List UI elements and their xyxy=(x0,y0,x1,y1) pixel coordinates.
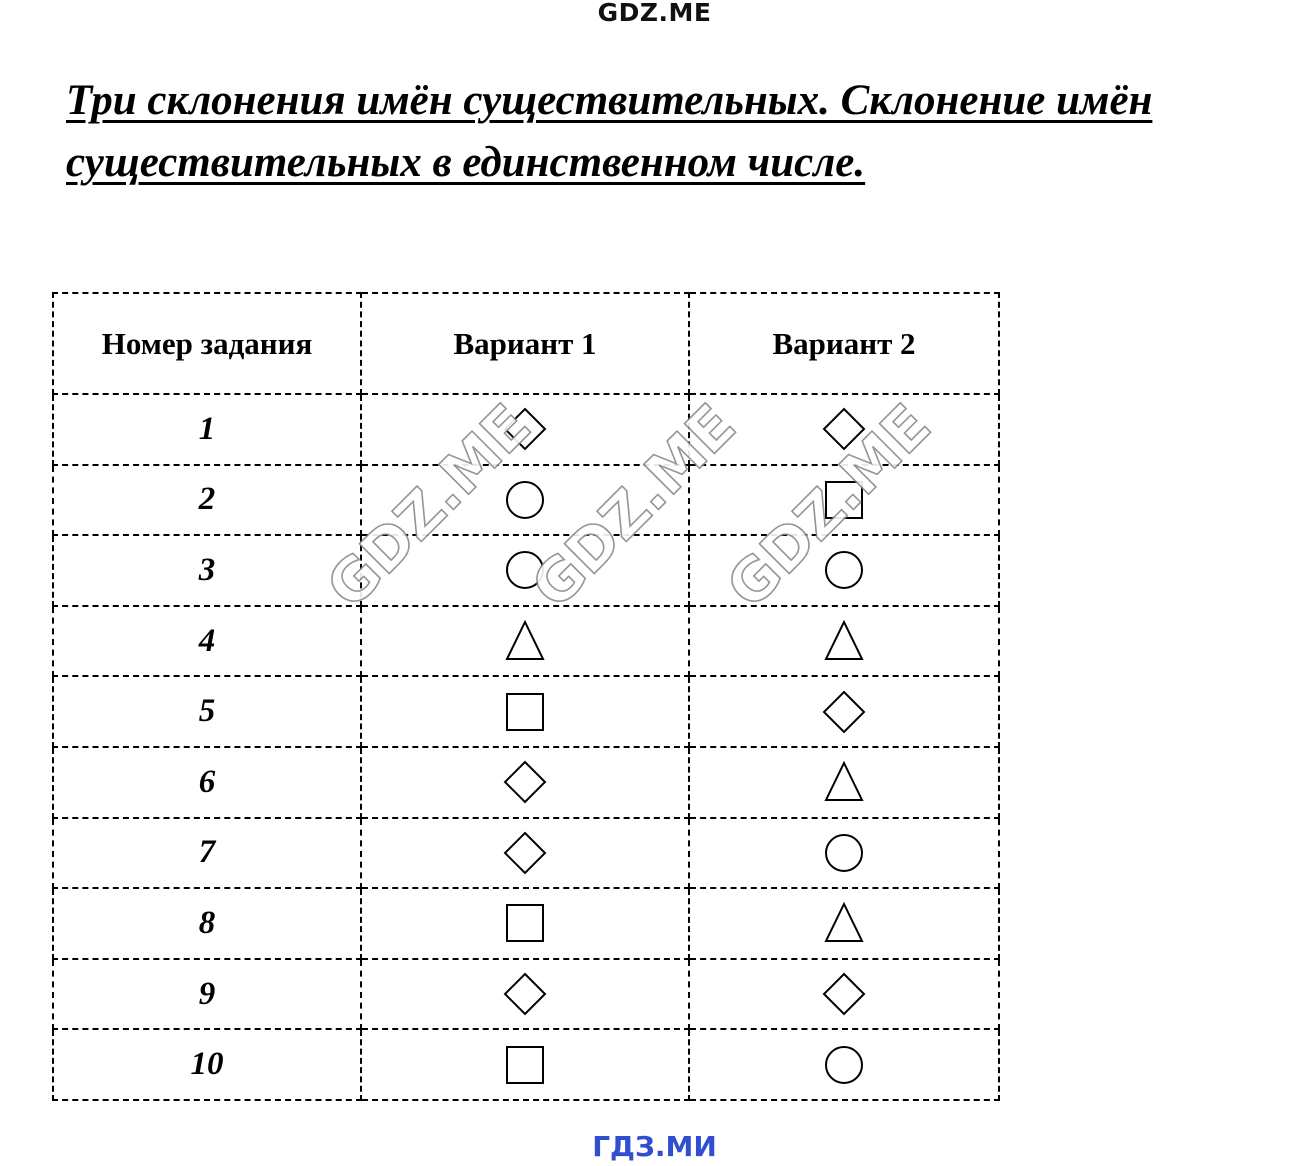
page-title xyxy=(66,70,1266,194)
diamond-icon xyxy=(503,831,547,875)
table-header-row xyxy=(53,293,999,394)
task-number-cell: 10 xyxy=(53,1029,361,1100)
circle-icon xyxy=(822,1043,866,1087)
variant-1-cell xyxy=(361,394,689,465)
diamond-icon xyxy=(503,407,547,451)
variant-1-cell xyxy=(361,535,689,606)
site-footer-logo: ГДЗ.МИ xyxy=(592,1130,717,1163)
variant-2-cell xyxy=(689,747,999,818)
variant-1-cell xyxy=(361,465,689,536)
diamond-icon xyxy=(822,690,866,734)
page-title-line-2: существительных в единственном числе. xyxy=(66,139,866,186)
variant-2-cell xyxy=(689,606,999,677)
diamond-icon xyxy=(822,407,866,451)
variant-2-cell xyxy=(689,1029,999,1100)
header-variant-2: Вариант 2 xyxy=(689,293,999,394)
table-row xyxy=(53,1029,999,1100)
table-row xyxy=(53,606,999,677)
answers-table-body xyxy=(53,394,999,1100)
task-number-cell: 9 xyxy=(53,959,361,1030)
variant-2-cell xyxy=(689,465,999,536)
answers-table xyxy=(52,292,1000,1101)
triangle-icon xyxy=(822,760,866,804)
circle-icon xyxy=(822,831,866,875)
task-number-cell: 6 xyxy=(53,747,361,818)
table-row xyxy=(53,818,999,889)
page-title-line-1: Три склонения имён существительных. Склонение имён xyxy=(66,77,1153,124)
square-icon xyxy=(503,901,547,945)
triangle-icon xyxy=(822,619,866,663)
table-row xyxy=(53,394,999,465)
variant-2-cell xyxy=(689,818,999,889)
task-number-cell: 3 xyxy=(53,535,361,606)
circle-icon xyxy=(503,548,547,592)
header-variant-1: Вариант 1 xyxy=(361,293,689,394)
variant-2-cell xyxy=(689,394,999,465)
header-task-number: Номер задания xyxy=(53,293,361,394)
task-number-cell: 4 xyxy=(53,606,361,677)
square-icon xyxy=(503,1043,547,1087)
task-number-cell: 8 xyxy=(53,888,361,959)
task-number-cell: 5 xyxy=(53,676,361,747)
task-number-cell: 7 xyxy=(53,818,361,889)
watermark-text: GDZ.ME xyxy=(518,391,749,621)
variant-2-cell xyxy=(689,676,999,747)
variant-1-cell xyxy=(361,959,689,1030)
site-header-logo: GDZ.ME xyxy=(597,0,712,27)
square-icon xyxy=(822,478,866,522)
variant-1-cell xyxy=(361,747,689,818)
variant-1-cell xyxy=(361,676,689,747)
table-row xyxy=(53,747,999,818)
watermark-text: GDZ.ME xyxy=(713,391,944,621)
diamond-icon xyxy=(503,972,547,1016)
variant-1-cell xyxy=(361,818,689,889)
table-row xyxy=(53,465,999,536)
task-number-cell: 2 xyxy=(53,465,361,536)
triangle-icon xyxy=(822,901,866,945)
variant-1-cell xyxy=(361,1029,689,1100)
square-icon xyxy=(503,690,547,734)
variant-2-cell xyxy=(689,888,999,959)
task-number-cell: 1 xyxy=(53,394,361,465)
variant-1-cell xyxy=(361,606,689,677)
diamond-icon xyxy=(822,972,866,1016)
table-row xyxy=(53,959,999,1030)
variant-2-cell xyxy=(689,535,999,606)
triangle-icon xyxy=(503,619,547,663)
table-row xyxy=(53,535,999,606)
circle-icon xyxy=(822,548,866,592)
circle-icon xyxy=(503,478,547,522)
watermark-text: GDZ.ME xyxy=(313,391,544,621)
table-row xyxy=(53,888,999,959)
table-row xyxy=(53,676,999,747)
diamond-icon xyxy=(503,760,547,804)
variant-1-cell xyxy=(361,888,689,959)
variant-2-cell xyxy=(689,959,999,1030)
